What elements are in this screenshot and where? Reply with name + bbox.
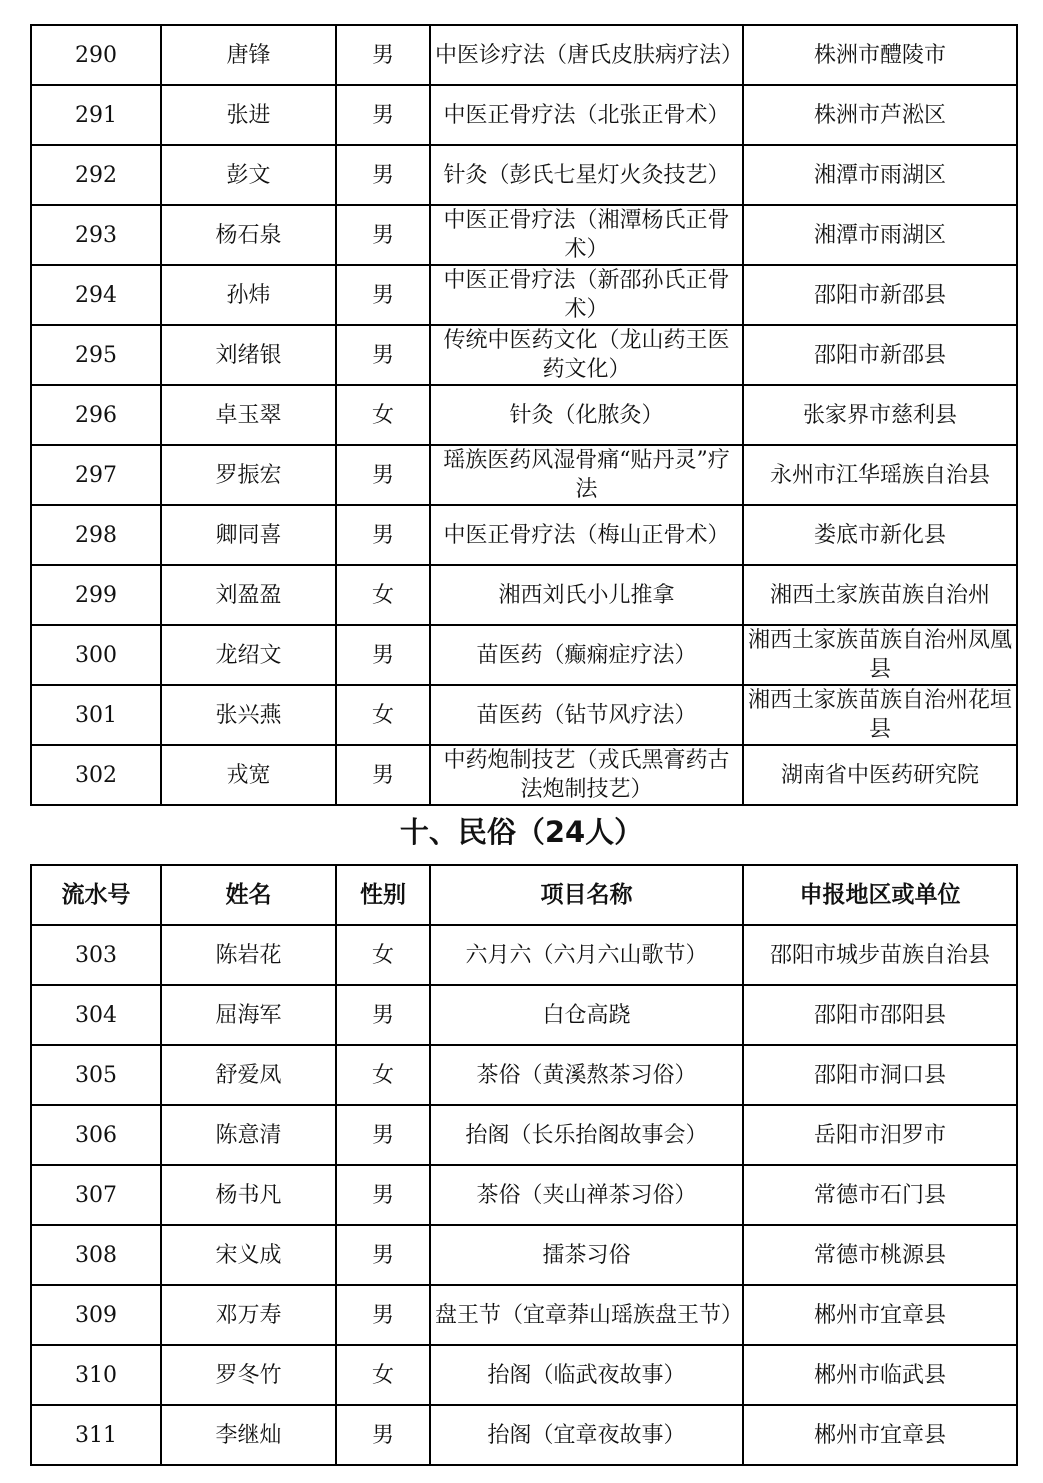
cell-gender: 女: [336, 385, 430, 445]
cell-serial-number: 306: [31, 1105, 161, 1165]
cell-name: 孙炜: [161, 265, 336, 325]
cell-region: 郴州市宜章县: [743, 1405, 1017, 1465]
cell-gender: 男: [336, 505, 430, 565]
header-project-name: 项目名称: [430, 865, 743, 925]
cell-region: 张家界市慈利县: [743, 385, 1017, 445]
cell-project-name: 中医正骨疗法（新邵孙氏正骨术）: [430, 265, 743, 325]
cell-serial-number: 293: [31, 205, 161, 265]
table-row: [31, 385, 1017, 445]
cell-name: 唐锋: [161, 25, 336, 85]
table-row: [31, 445, 1017, 505]
table-row: [31, 1045, 1017, 1105]
cell-project-name: 抬阁（临武夜故事）: [430, 1345, 743, 1405]
cell-region: 邵阳市邵阳县: [743, 985, 1017, 1045]
cell-name: 张兴燕: [161, 685, 336, 745]
cell-serial-number: 302: [31, 745, 161, 805]
cell-region: 郴州市宜章县: [743, 1285, 1017, 1345]
cell-project-name: 中医正骨疗法（湘潭杨氏正骨术）: [430, 205, 743, 265]
cell-project-name: 中医正骨疗法（梅山正骨术）: [430, 505, 743, 565]
cell-serial-number: 305: [31, 1045, 161, 1105]
table-row: [31, 1165, 1017, 1225]
inheritor-table-continued: [30, 24, 1018, 806]
cell-gender: 男: [336, 985, 430, 1045]
cell-gender: 男: [336, 745, 430, 805]
table-row: [31, 25, 1017, 85]
cell-region: 邵阳市洞口县: [743, 1045, 1017, 1105]
cell-region: 常德市石门县: [743, 1165, 1017, 1225]
cell-serial-number: 310: [31, 1345, 161, 1405]
table-row: [31, 685, 1017, 745]
header-region-or-unit: 申报地区或单位: [743, 865, 1017, 925]
cell-gender: 男: [336, 85, 430, 145]
cell-region: 湘潭市雨湖区: [743, 205, 1017, 265]
table-row: [31, 565, 1017, 625]
cell-gender: 女: [336, 685, 430, 745]
table-row: [31, 325, 1017, 385]
cell-name: 刘绪银: [161, 325, 336, 385]
cell-project-name: 苗医药（癫痫症疗法）: [430, 625, 743, 685]
cell-region: 湖南省中医药研究院: [743, 745, 1017, 805]
cell-serial-number: 292: [31, 145, 161, 205]
cell-project-name: 擂茶习俗: [430, 1225, 743, 1285]
cell-gender: 男: [336, 205, 430, 265]
cell-name: 卓玉翠: [161, 385, 336, 445]
cell-region: 永州市江华瑶族自治县: [743, 445, 1017, 505]
cell-gender: 男: [336, 145, 430, 205]
section-title: 十、民俗（24人）: [399, 815, 644, 849]
cell-region: 岳阳市汨罗市: [743, 1105, 1017, 1165]
cell-project-name: 茶俗（夹山禅茶习俗）: [430, 1165, 743, 1225]
cell-gender: 男: [336, 445, 430, 505]
cell-gender: 女: [336, 565, 430, 625]
cell-region: 邵阳市新邵县: [743, 325, 1017, 385]
cell-name: 李继灿: [161, 1405, 336, 1465]
cell-name: 罗振宏: [161, 445, 336, 505]
cell-project-name: 针灸（彭氏七星灯火灸技艺）: [430, 145, 743, 205]
cell-name: 陈意清: [161, 1105, 336, 1165]
cell-serial-number: 290: [31, 25, 161, 85]
cell-gender: 男: [336, 325, 430, 385]
cell-serial-number: 301: [31, 685, 161, 745]
table-row: [31, 1285, 1017, 1345]
cell-name: 邓万寿: [161, 1285, 336, 1345]
cell-region: 株洲市芦淞区: [743, 85, 1017, 145]
table-row: [31, 265, 1017, 325]
cell-gender: 男: [336, 1105, 430, 1165]
header-gender: 性别: [336, 865, 430, 925]
cell-name: 宋义成: [161, 1225, 336, 1285]
cell-name: 龙绍文: [161, 625, 336, 685]
cell-serial-number: 294: [31, 265, 161, 325]
cell-gender: 女: [336, 1045, 430, 1105]
cell-project-name: 中药炮制技艺（戎氏黑膏药古法炮制技艺）: [430, 745, 743, 805]
cell-gender: 男: [336, 1405, 430, 1465]
cell-project-name: 茶俗（黄溪熬茶习俗）: [430, 1045, 743, 1105]
cell-gender: 女: [336, 925, 430, 985]
cell-project-name: 针灸（化脓灸）: [430, 385, 743, 445]
cell-region: 郴州市临武县: [743, 1345, 1017, 1405]
table-row: [31, 1105, 1017, 1165]
cell-name: 彭文: [161, 145, 336, 205]
table-row: [31, 205, 1017, 265]
cell-name: 杨书凡: [161, 1165, 336, 1225]
cell-gender: 男: [336, 1285, 430, 1345]
cell-gender: 男: [336, 1225, 430, 1285]
cell-project-name: 盘王节（宜章莽山瑶族盘王节）: [430, 1285, 743, 1345]
cell-project-name: 抬阁（长乐抬阁故事会）: [430, 1105, 743, 1165]
table-row: [31, 1405, 1017, 1465]
cell-serial-number: 300: [31, 625, 161, 685]
cell-serial-number: 297: [31, 445, 161, 505]
header-serial-number: 流水号: [31, 865, 161, 925]
cell-project-name: 苗医药（钻节风疗法）: [430, 685, 743, 745]
cell-project-name: 湘西刘氏小儿推拿: [430, 565, 743, 625]
cell-project-name: 中医正骨疗法（北张正骨术）: [430, 85, 743, 145]
table-row: [31, 745, 1017, 805]
cell-serial-number: 303: [31, 925, 161, 985]
cell-serial-number: 299: [31, 565, 161, 625]
table-body: [31, 925, 1017, 1465]
cell-serial-number: 309: [31, 1285, 161, 1345]
cell-gender: 男: [336, 625, 430, 685]
cell-gender: 男: [336, 25, 430, 85]
cell-name: 卿同喜: [161, 505, 336, 565]
cell-project-name: 白仓高跷: [430, 985, 743, 1045]
cell-gender: 男: [336, 265, 430, 325]
cell-project-name: 抬阁（宜章夜故事）: [430, 1405, 743, 1465]
cell-name: 舒爱凤: [161, 1045, 336, 1105]
cell-project-name: 中医诊疗法（唐氏皮肤病疗法）: [430, 25, 743, 85]
cell-project-name: 传统中医药文化（龙山药王医药文化）: [430, 325, 743, 385]
cell-serial-number: 307: [31, 1165, 161, 1225]
cell-region: 株洲市醴陵市: [743, 25, 1017, 85]
table-row: [31, 145, 1017, 205]
cell-project-name: 六月六（六月六山歌节）: [430, 925, 743, 985]
cell-region: 湘西土家族苗族自治州凤凰县: [743, 625, 1017, 685]
cell-project-name: 瑶族医药风湿骨痛“贴丹灵”疗法: [430, 445, 743, 505]
cell-name: 刘盈盈: [161, 565, 336, 625]
cell-serial-number: 291: [31, 85, 161, 145]
cell-region: 常德市桃源县: [743, 1225, 1017, 1285]
cell-name: 陈岩花: [161, 925, 336, 985]
cell-region: 娄底市新化县: [743, 505, 1017, 565]
table-row: [31, 85, 1017, 145]
table-row: [31, 505, 1017, 565]
cell-region: 湘潭市雨湖区: [743, 145, 1017, 205]
cell-gender: 男: [336, 1165, 430, 1225]
cell-region: 湘西土家族苗族自治州: [743, 565, 1017, 625]
header-name: 姓名: [161, 865, 336, 925]
table-header-row: [31, 865, 1017, 925]
cell-region: 邵阳市新邵县: [743, 265, 1017, 325]
cell-serial-number: 308: [31, 1225, 161, 1285]
cell-serial-number: 298: [31, 505, 161, 565]
table-body: [31, 25, 1017, 805]
cell-region: 邵阳市城步苗族自治县: [743, 925, 1017, 985]
cell-gender: 女: [336, 1345, 430, 1405]
cell-serial-number: 304: [31, 985, 161, 1045]
table-row: [31, 625, 1017, 685]
cell-region: 湘西土家族苗族自治州花垣县: [743, 685, 1017, 745]
cell-name: 罗冬竹: [161, 1345, 336, 1405]
table-row: [31, 1345, 1017, 1405]
cell-name: 杨石泉: [161, 205, 336, 265]
table-row: [31, 925, 1017, 985]
table-row: [31, 1225, 1017, 1285]
cell-name: 戎宽: [161, 745, 336, 805]
cell-name: 张进: [161, 85, 336, 145]
cell-serial-number: 311: [31, 1405, 161, 1465]
table-row: [31, 985, 1017, 1045]
cell-serial-number: 295: [31, 325, 161, 385]
folk-custom-table: [30, 864, 1018, 1466]
cell-serial-number: 296: [31, 385, 161, 445]
cell-name: 屈海军: [161, 985, 336, 1045]
